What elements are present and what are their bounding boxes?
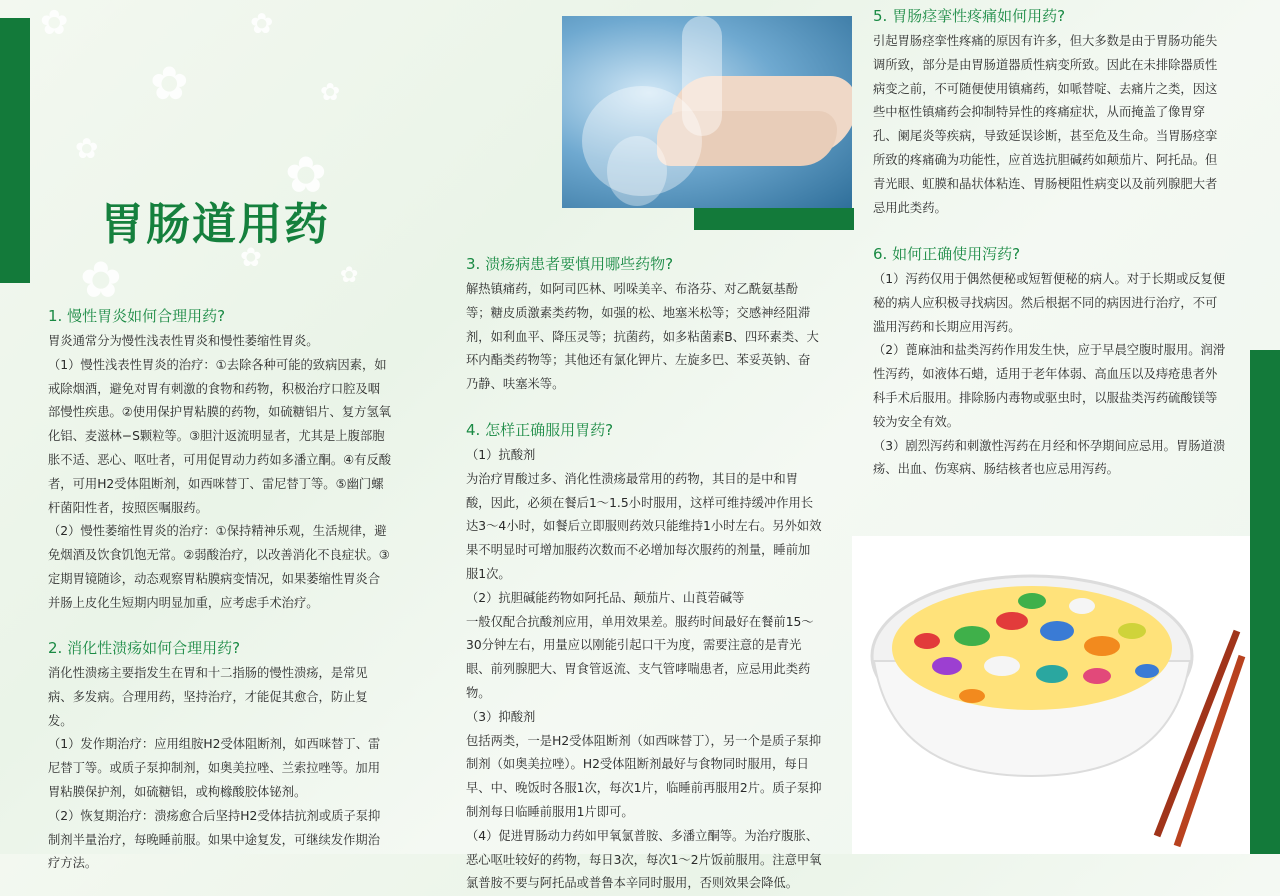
decorative-flower: ✿	[340, 263, 359, 288]
decorative-flower: ✿	[40, 3, 69, 43]
section-ulcer-caution-drugs	[466, 252, 822, 397]
decorative-flower: ✿	[240, 243, 262, 273]
section-how-to-take-stomach-medicine	[466, 418, 822, 896]
paragraph: （4）促进胃肠动力药如甲氧氯普胺、多潘立酮等。为治疗腹胀、恶心呕吐较好的药物，每日3次，每次1～2片饭前服用。注意甲氧氯普胺不要与阿托品或普鲁本辛同时服用，否则效果会降低。	[466, 828, 822, 891]
subheading: （3）抑酸剂	[466, 709, 536, 724]
decorative-flower: ✿	[285, 146, 327, 204]
section-laxatives	[873, 242, 1229, 482]
section-heading: 2. 消化性溃疡如何合理用药?	[48, 639, 241, 657]
section-spasm-pain	[873, 4, 1229, 220]
decorative-flower: ✿	[75, 132, 99, 165]
paragraph: （1）泻药仅用于偶然便秘或短暂便秘的病人。对于长期或反复便秘的病人应积极寻找病因。然后根据不同的病因进行治疗，不可滥用泻药和长期应用泻药。	[873, 272, 1226, 334]
pills-bowl-photo	[852, 536, 1250, 854]
paragraph: 消化性溃疡主要指发生在胃和十二指肠的慢性溃疡，是常见病、多发病。合理用药，坚持治疗，才能促其愈合，防止复发。	[48, 666, 368, 728]
section-heading: 5. 胃肠痉挛性疼痛如何用药?	[873, 7, 1066, 25]
paragraph: 解热镇痛药，如阿司匹林、吲哚美辛、布洛芬、对乙酰氨基酚等；糖皮质激素类药物，如强的松、地塞米松等；交感神经阻滞剂，如利血平、降压灵等；抗菌药，如多粘菌素B、四环素类、大环内酯类药物等；其他还有氯化钾片、左旋多巴、苯妥英钠、奋乃静、呋塞米等。	[466, 282, 819, 392]
paragraph: 引起胃肠痉挛性疼痛的原因有许多，但大多数是由于胃肠功能失调所致，部分是由胃肠道器质性病变所致。因此在未排除器质性病变之前，不可随便使用镇痛药，如哌替啶、去痛片之类，因这些中枢性镇痛药会抑制特异性的疼痛症状，从而掩盖了像胃穿孔、阑尾炎等疾病，导致延误诊断，甚至危及生命。当胃肠痉挛所致的疼痛确为功能性，应首选抗胆碱药如颠茄片、阿托品。但青光眼、虹膜和晶状体粘连、胃肠梗阻性病变以及前列腺肥大者忌用此类药。	[873, 34, 1218, 215]
green-side-bar-right	[1250, 350, 1280, 854]
pills-bowl-illustration	[852, 536, 1250, 854]
paragraph: （2）蓖麻油和盐类泻药作用发生快，应于早晨空腹时服用。润滑性泻药，如液体石蜡，适用于老年体弱、高血压以及痔疮患者外科手术后服用。排除肠内毒物或驱虫时，以服盐类泻药硫酸镁等较为安全有效。	[873, 343, 1226, 429]
paragraph: 一般仅配合抗酸剂应用，单用效果差。服药时间最好在餐前15～30分钟左右，用量应以刚能引起口干为度，需要注意的是青光眼、前列腺肥大、胃食管返流、支气管哮喘患者，应忌用此类药物。	[466, 614, 814, 700]
green-accent-bar	[694, 208, 854, 230]
water-splash	[682, 16, 722, 136]
paragraph: 胃炎通常分为慢性浅表性胃炎和慢性萎缩性胃炎。	[48, 334, 319, 348]
decorative-flower: ✿	[150, 56, 189, 110]
paragraph: （2）慢性萎缩性胃炎的治疗：①保持精神乐观，生活规律，避免烟酒及饮食饥饱无常。②弱酸治疗，以改善消化不良症状。③定期胃镜随诊，动态观察胃粘膜病变情况，如果萎缩性胃炎合并肠上皮化生短期内明显加重，应考虑手术治疗。	[48, 524, 390, 610]
paragraph: （1）发作期治疗：应用组胺H2受体阻断剂，如西咪替丁、雷尼替丁等。或质子泵抑制剂，如奥美拉唑、兰索拉唑等。加用胃粘膜保护剂，如硫糖铝，或枸橼酸胶体铋剂。	[48, 737, 381, 799]
page-title: 胃肠道用药	[100, 199, 330, 250]
subheading: （2）抗胆碱能药物如阿托品、颠茄片、山莨菪碱等	[466, 590, 745, 605]
water-hands-photo	[562, 16, 852, 208]
section-heading: 4. 怎样正确服用胃药?	[466, 421, 614, 439]
decorative-flower: ✿	[250, 7, 274, 40]
paragraph: （1）慢性浅表性胃炎的治疗：①去除各种可能的致病因素，如戒除烟酒，避免对胃有刺激的食物和药物，积极治疗口腔及咽部慢性疾患。②使用保护胃粘膜的药物，如硫糖铝片、复方氢氧化铝、麦滋林−S颗粒等。③胆汁返流明显者，尤其是上腹部胞胀不适、恶心、呕吐者，可用促胃动力药如多潘立酮。④有反酸者，可用H2受体阻断剂，如西咪替丁、雷尼替丁等。⑤幽门螺杆菌阳性者，按照医嘱服药。	[48, 357, 392, 515]
section-heading: 6. 如何正确使用泻药?	[873, 245, 1021, 263]
paragraph: （3）剧烈泻药和刺激性泻药在月经和怀孕期间应忌用。胃肠道溃疡、出血、伤寒病、肠结核者也应忌用泻药。	[873, 438, 1226, 477]
water-splash	[607, 136, 667, 206]
section-chronic-gastritis	[48, 304, 392, 616]
section-peptic-ulcer	[48, 636, 392, 876]
paragraph: 包括两类，一是H2受体阻断剂（如西咪替丁），另一个是质子泵抑制剂（如奥美拉唑）。H2受体阻断剂最好与食物同时服用，每日早、中、晚饭时各服1次，每次1片，临睡前再服用2片。质子泵抑制剂每日临睡前服用1片即可。	[466, 733, 822, 819]
paragraph: （2）恢复期治疗：溃疡愈合后坚持H2受体拮抗剂或质子泵抑制剂半量治疗，每晚睡前服。如果中途复发，可继续发作期治疗方法。	[48, 808, 381, 871]
decorative-flower: ✿	[80, 251, 122, 309]
section-heading: 1. 慢性胃炎如何合理用药?	[48, 307, 226, 325]
green-side-bar-left	[0, 18, 30, 283]
subheading: （1）抗酸剂	[466, 448, 536, 462]
section-heading: 3. 溃疡病患者要慎用哪些药物?	[466, 255, 674, 273]
paragraph: 为治疗胃酸过多、消化性溃疡最常用的药物，其目的是中和胃酸，因此，必须在餐后1～1.5小时服用，这样可维持缓冲作用长达3～4小时，如餐后立即服则药效只能维持1小时左右。另外如效果不明显时可增加服药次数而不必增加每次服药的剂量，睡前加服1次。	[466, 471, 822, 581]
decorative-flower: ✿	[320, 78, 341, 106]
